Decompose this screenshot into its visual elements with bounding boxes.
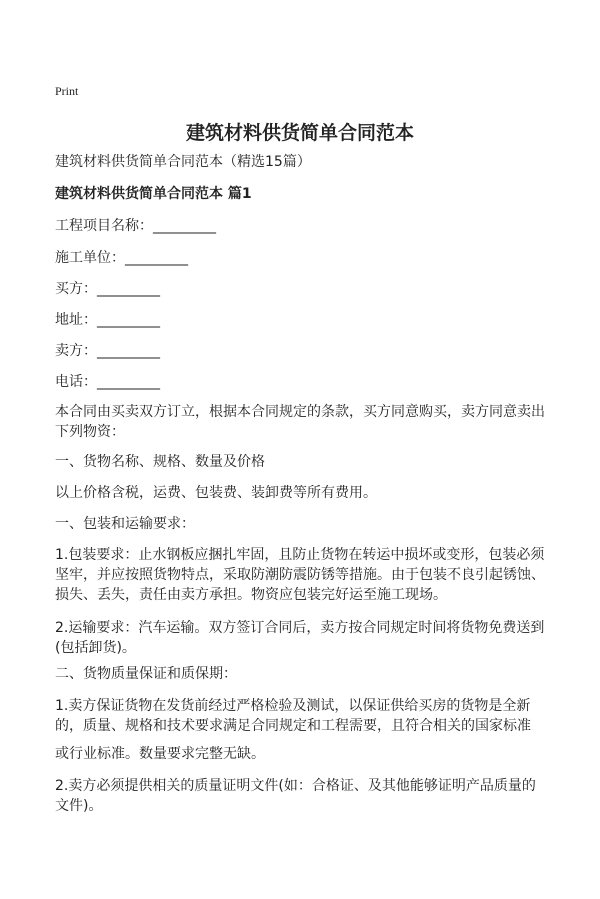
paragraph: 1.包装要求：止水钢板应捆扎牢固，且防止货物在转运中损坏或变形，包装必须坚牢，并应按照货物特点，采取防潮防震防锈等措施。由于包装不良引起锈蚀、损失、丢失，责任由卖方承担。物资应包装完好运至施工现场。 bbox=[55, 547, 545, 603]
paragraph: 一、货物名称、规格、数量及价格 bbox=[55, 454, 265, 470]
field-construction-unit: 施工单位：_________ bbox=[55, 250, 188, 266]
section-heading: 建筑材料供货简单合同范本 篇1 bbox=[55, 186, 252, 202]
field-project-name: 工程项目名称：_________ bbox=[55, 218, 216, 234]
document-subtitle: 建筑材料供货简单合同范本（精选15篇） bbox=[55, 154, 311, 170]
paragraph: 本合同由买卖双方订立，根据本合同规定的条款，买方同意购买，卖方同意卖出下列物资： bbox=[55, 404, 545, 440]
document-title: 建筑材料供货简单合同范本 bbox=[185, 122, 414, 144]
paragraph: 二、货物质量保证和质保期： bbox=[55, 666, 237, 682]
field-buyer: 买方：_________ bbox=[55, 281, 160, 297]
paragraph: 2.运输要求：汽车运输。双方签订合同后，卖方按合同规定时间将货物免费送到 (包括卸货)。 bbox=[55, 620, 545, 656]
paragraph: 1.卖方保证货物在发货前经过严格检验及测试，以保证供给买房的货物是全新的，质量、规格和技术要求满足合同规定和工程需要，且符合相关的国家标准 bbox=[55, 698, 531, 734]
print-label: Print bbox=[55, 84, 79, 98]
paragraph: 2.卖方必须提供相关的质量证明文件(如：合格证、及其他能够证明产品质量的文件)。 bbox=[55, 778, 536, 814]
field-seller: 卖方：_________ bbox=[55, 343, 160, 359]
field-phone: 电话：_________ bbox=[55, 374, 160, 390]
field-address: 地址：_________ bbox=[55, 312, 160, 328]
paragraph: 一、包装和运输要求： bbox=[55, 516, 195, 532]
paragraph: 以上价格含税，运费、包装费、装卸费等所有费用。 bbox=[55, 485, 377, 501]
paragraph: 或行业标准。数量要求完整无缺。 bbox=[55, 746, 265, 762]
